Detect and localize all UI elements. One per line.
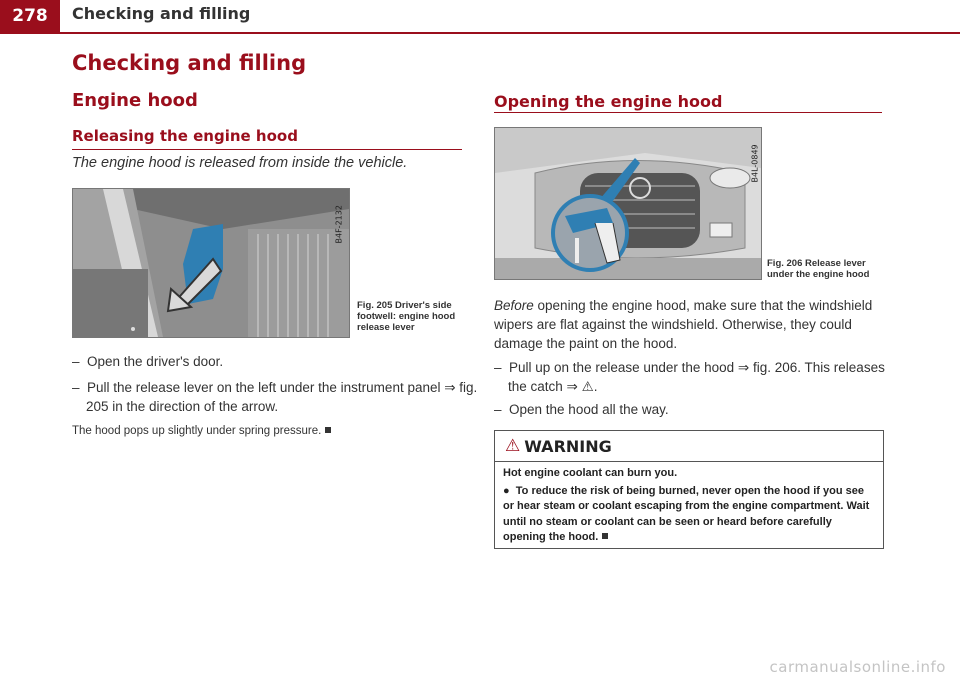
figure-206-code: B4L-0849: [750, 144, 760, 183]
caption-line: under the engine hood: [767, 269, 870, 280]
step-item: – Open the hood all the way.: [494, 402, 669, 417]
caption-line: Fig. 206 Release lever: [767, 258, 866, 269]
subsection-rule: [494, 112, 882, 113]
intro-emphasis: Before: [494, 298, 534, 313]
warning-bullet-text: To reduce the risk of being burned, never open the hood if you see or hear steam or coolant escaping from the engine compartment. Wait until no steam or coolant can be seen or heard before carefully opening the hood.: [503, 484, 870, 543]
step-text: Pull up on the release under the hood ⇒ fig. 206. This releases the catch ⇒ ⚠.: [508, 360, 885, 394]
chapter-title: Checking and filling: [72, 51, 307, 75]
step-text: Open the driver's door.: [87, 354, 224, 369]
end-mark-icon: [602, 533, 608, 539]
warning-bullet: ● To reduce the risk of being burned, never open the hood if you see or hear steam or coolant escaping from the engine compartment. Wait until no steam or coolant can be seen or heard before carefully opening the hood.: [503, 484, 870, 543]
note-text: [72, 425, 472, 437]
caption-line: release lever: [357, 322, 415, 333]
page-header: [0, 0, 960, 32]
step-text: Open the hood all the way.: [509, 402, 669, 417]
warning-box: [494, 430, 884, 549]
subsection-heading-open: Opening the engine hood: [494, 92, 723, 111]
figure-206-caption: [767, 258, 887, 280]
end-mark-icon: [325, 427, 331, 433]
figure-206: [494, 127, 762, 280]
footwell-illustration: [73, 189, 349, 337]
watermark: carmanualsonline.info: [769, 658, 946, 676]
header-rule: [0, 32, 960, 34]
intro-body: opening the engine hood, make sure that the windshield wipers are flat against the windshield. Otherwise, they could damage the paint on the hood.: [494, 298, 873, 351]
warning-header: [495, 431, 883, 462]
warning-body: [495, 462, 883, 552]
caption-line: Fig. 205 Driver's side: [357, 300, 452, 311]
note-body: The hood pops up slightly under spring pressure.: [72, 425, 322, 437]
subsection-rule: [72, 149, 462, 150]
page-number: 278: [0, 0, 60, 32]
figure-205-caption: [357, 300, 467, 333]
step-item: – Pull up on the release under the hood ⇒ fig. 206. This releases the catch ⇒ ⚠.: [494, 360, 885, 394]
engine-hood-illustration: [495, 128, 761, 279]
warning-lead: Hot engine coolant can burn you.: [503, 467, 678, 479]
opening-intro: [494, 296, 884, 353]
figure-205-code: B4F-2132: [334, 205, 344, 244]
section-heading: Engine hood: [72, 90, 198, 111]
step-item: – Pull the release lever on the left under the instrument panel ⇒ fig. 205 in the direction of the arrow.: [72, 380, 478, 414]
running-head: Checking and filling: [72, 4, 251, 23]
intro-text: The engine hood is released from inside the vehicle.: [72, 155, 408, 171]
figure-205: [72, 188, 350, 338]
warning-title: WARNING: [524, 436, 612, 456]
subsection-heading-release: Releasing the engine hood: [72, 127, 298, 145]
step-item: – Open the driver's door.: [72, 354, 224, 369]
warning-triangle-icon: ⚠: [505, 436, 521, 456]
caption-line: footwell: engine hood: [357, 311, 456, 322]
step-text: Pull the release lever on the left under the instrument panel ⇒ fig. 205 in the direction of the arrow.: [86, 380, 478, 414]
